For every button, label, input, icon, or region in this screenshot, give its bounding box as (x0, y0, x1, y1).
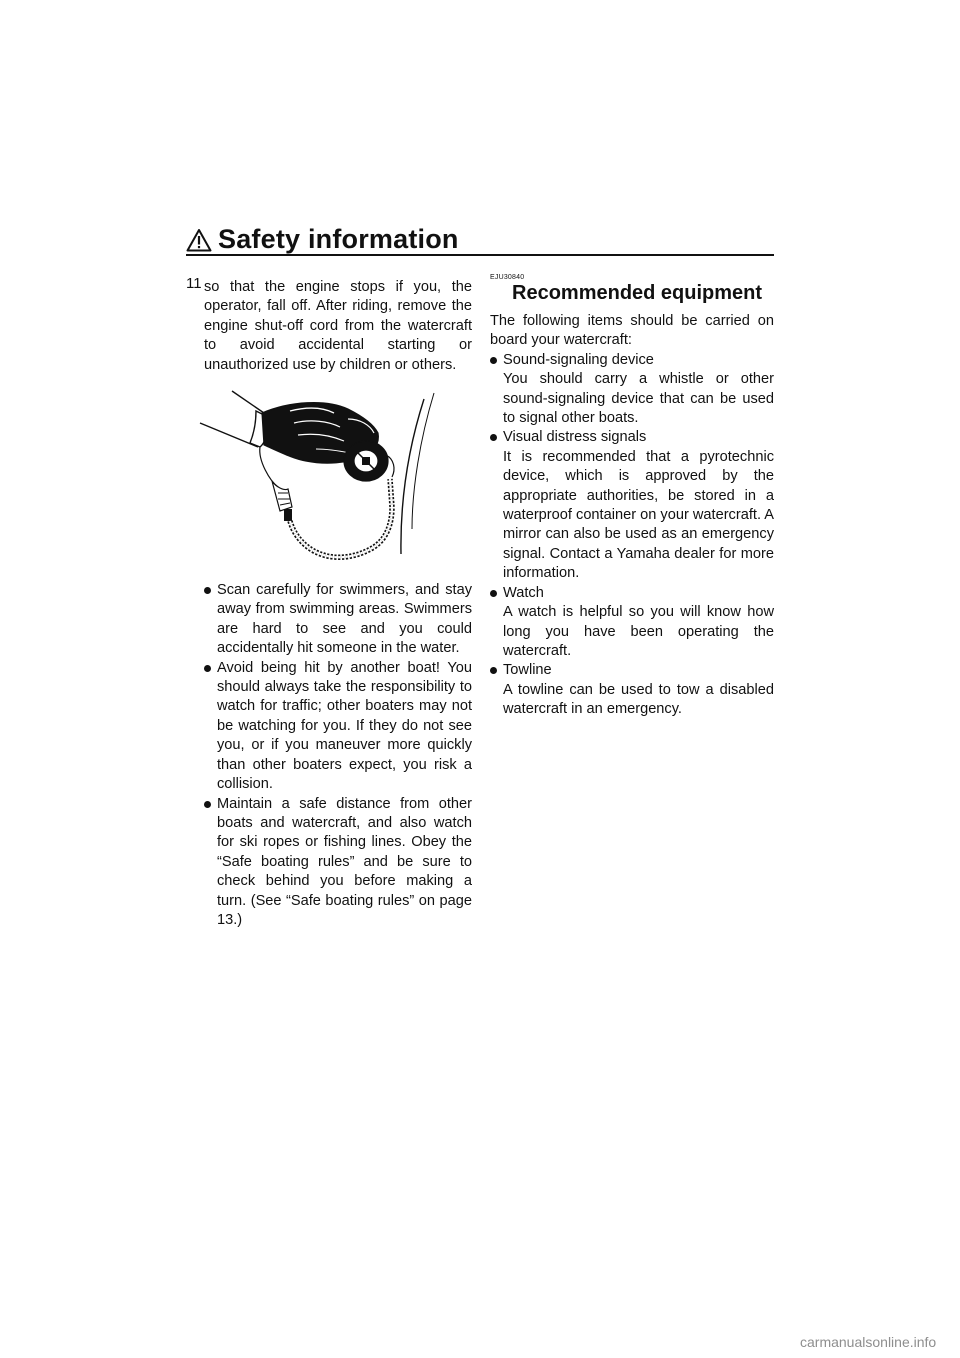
site-watermark: carmanualsonline.info (800, 1334, 937, 1350)
bullet-icon (204, 801, 211, 808)
right-column (490, 274, 774, 720)
page-header (186, 222, 774, 256)
bullet-icon (204, 587, 211, 594)
header-divider (186, 254, 774, 256)
section-heading: Recommended equipment (512, 282, 763, 304)
bullet-text: Avoid being hit by another boat! You should always take the responsibility to watch for traffic; other boaters may not be watching for you. If they do not see you, or if you maneuver more quickly than other boaters expect, you risk a collision. (217, 659, 472, 793)
list-item (490, 584, 774, 662)
item-description: You should carry a whistle or other sound-signaling device that can be used to signal other boats. (503, 371, 774, 427)
warning-triangle-icon (186, 228, 212, 252)
item-title: Visual distress signals (503, 429, 647, 446)
left-column (204, 278, 472, 930)
list-item (204, 659, 472, 795)
bullet-icon (490, 590, 497, 597)
bullet-icon (204, 665, 211, 672)
list-item (490, 351, 774, 429)
item-title: Sound-signaling device (503, 351, 654, 368)
equipment-list (490, 351, 774, 720)
intro-paragraph: so that the engine stops if you, the operator, fall off. After riding, remove the engine shut-off cord from the watercraft to avoid accidental starting or unauthorized use by children or others. (204, 279, 472, 373)
equipment-intro: The following items should be carried on board your watercraft: (490, 313, 774, 349)
item-description: A watch is helpful so you will know how long you have been operating the watercraft. (503, 604, 774, 659)
item-title: Towline (503, 662, 552, 679)
page-number: 11 (186, 275, 202, 292)
item-title: Watch (503, 584, 544, 601)
item-description: It is recommended that a pyrotechnic device, which is approved by the appropriate authorities, be stored in a waterproof container on your watercraft. A mirror can also be used as an emergency signal. Contact a Yamaha dealer for more information. (503, 448, 774, 582)
list-item (204, 581, 472, 659)
section-code: EJU30840 (490, 274, 525, 281)
list-item (204, 795, 472, 931)
bullet-icon (490, 357, 497, 364)
bullet-text: Scan carefully for swimmers, and stay away from swimming areas. Swimmers are hard to see and you could accidentally hit someone in the water. (217, 582, 472, 657)
shutoff-cord-illustration (198, 389, 470, 569)
bullet-icon (490, 667, 497, 674)
bullet-icon (490, 434, 497, 441)
item-description: A towline can be used to tow a disabled watercraft in an emergency. (503, 681, 774, 718)
list-item (490, 661, 774, 719)
safety-bullet-list (204, 581, 472, 930)
page-title: Safety information (218, 224, 459, 254)
list-item (490, 428, 774, 583)
bullet-text: Maintain a safe distance from other boats and watercraft, and also watch for ski ropes or fishing lines. Obey the “Safe boating rules” and be sure to check behind you before making a turn. (See “Safe boating rules” on page 13.) (217, 795, 472, 928)
